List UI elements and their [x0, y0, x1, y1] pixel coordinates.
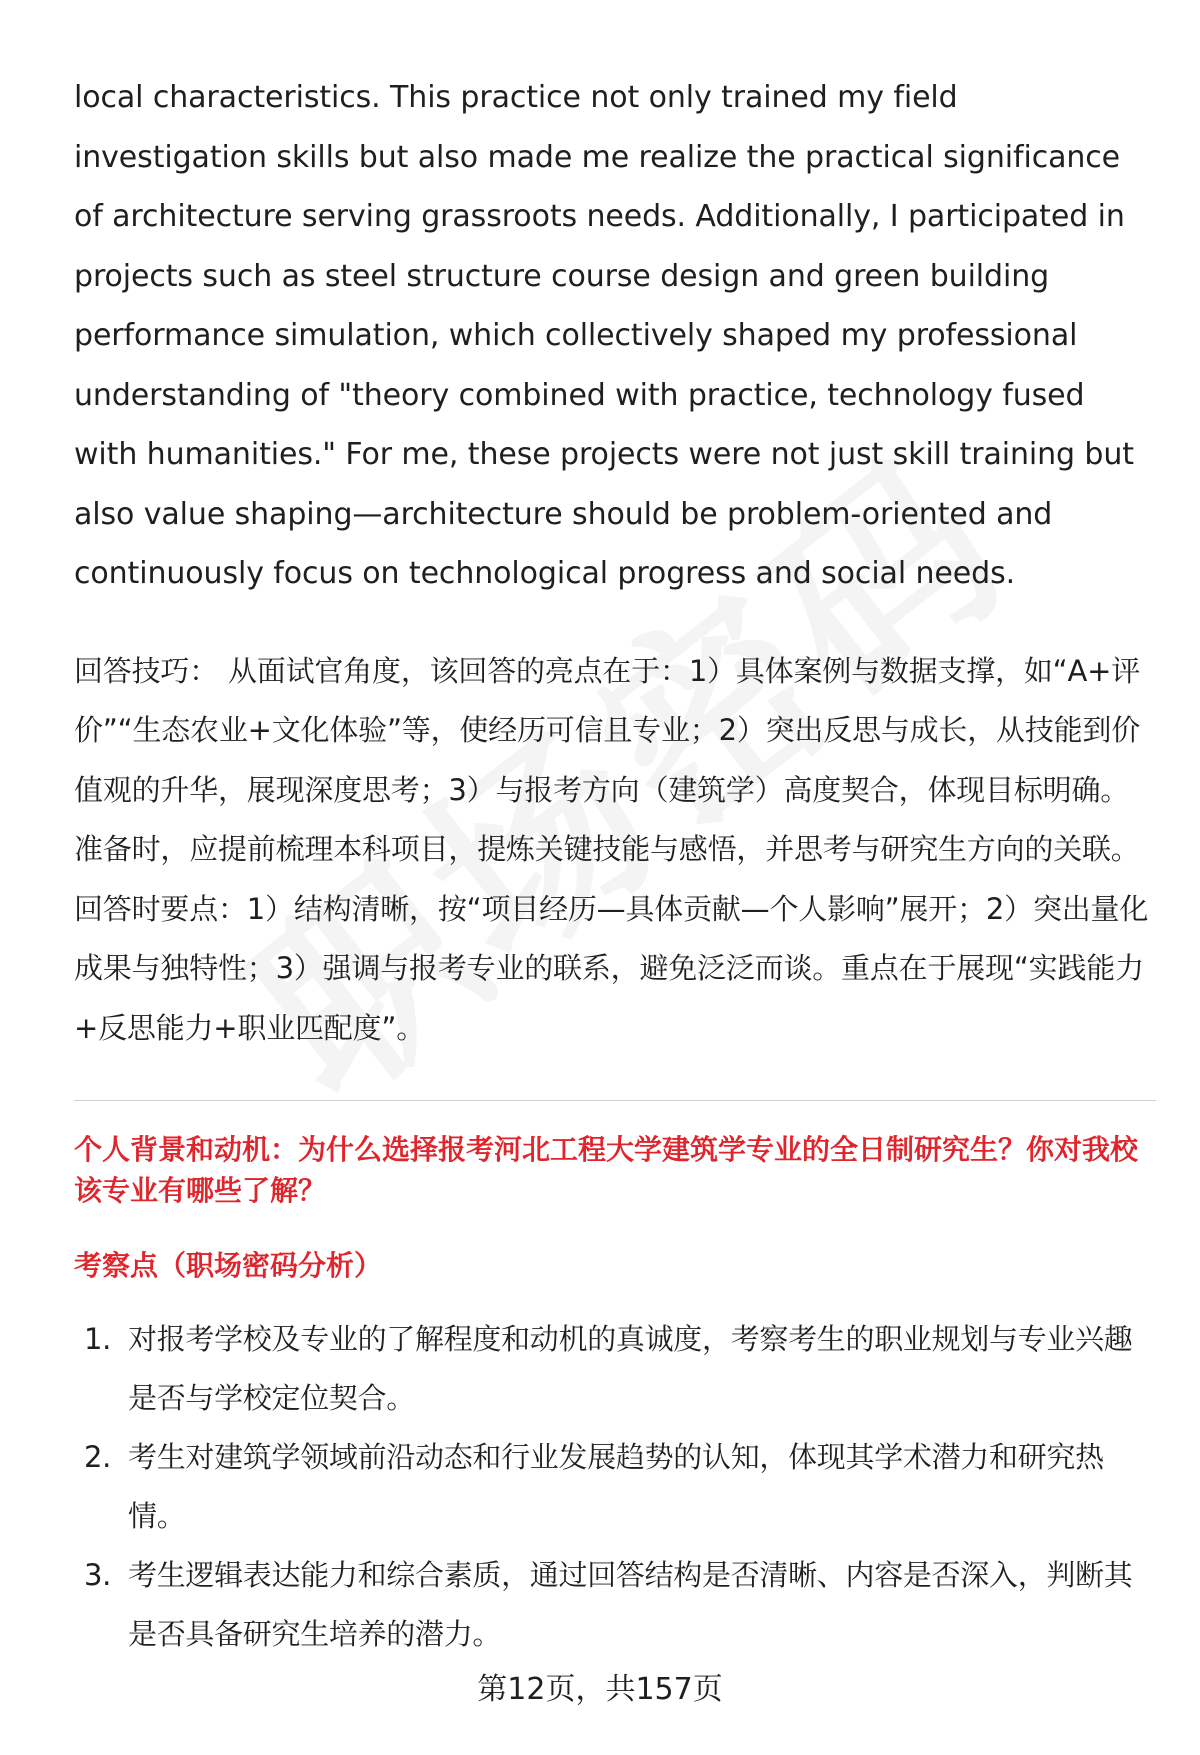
list-item-number: 1. — [84, 1322, 112, 1356]
section-divider — [74, 1100, 1156, 1101]
list-item-text: 考生对建筑学领域前沿动态和行业发展趋势的认知，体现其学术潜力和研究热情。 — [128, 1440, 1104, 1533]
list-item-text: 考生逻辑表达能力和综合素质，通过回答结构是否清晰、内容是否深入，判断其是否具备研究生培养的潜力。 — [128, 1558, 1133, 1651]
answer-paragraph: local characteristics. This practice not only trained my field investigation skills but also made me realize the practical significance of architecture serving grassroots needs. Additionally, I participated in projects such as steel structure course design and green building performance simulation, which collectively shaped my professional understanding of "theory combined with practice, technology fused with humanities." For me, these projects were not just skill training but also value shaping—architecture should be problem-oriented and continuously focus on technological progress and social needs. — [74, 80, 1134, 591]
tips-label: 回答技巧： — [74, 653, 219, 688]
question-heading: 个人背景和动机：为什么选择报考河北工程大学建筑学专业的全日制研究生？你对我校该专业有哪些了解？ — [74, 1133, 1139, 1207]
page-content — [74, 68, 1154, 1664]
tips-text: 从面试官角度，该回答的亮点在于：1）具体案例与数据支撑，如“A+评价”“生态农业+文化体验”等，使经历可信且专业；2）突出反思与成长，从技能到价值观的升华，展现深度思考；3）与报考方向（建筑学）高度契合，体现目标明确。准备时，应提前梳理本科项目，提炼关键技能与感悟，并思考与研究生方向的关联。回答时要点：1）结构清晰，按“项目经历—具体贡献—个人影响”展开；2）突出量化成果与独特性；3）强调与报考专业的联系，避免泛泛而谈。重点在于展现“实践能力+反思能力+职业匹配度”。 — [74, 653, 1149, 1045]
page-number: 第12页，共157页 — [477, 1672, 723, 1707]
list-item-text: 对报考学校及专业的了解程度和动机的真诚度，考察考生的职业规划与专业兴趣是否与学校定位契合。 — [128, 1322, 1133, 1415]
list-item — [74, 1310, 1154, 1428]
list-item — [74, 1428, 1154, 1546]
assessment-points-list — [74, 1310, 1154, 1664]
section-title: 考察点（职场密码分析） — [74, 1249, 383, 1282]
list-item-number: 2. — [84, 1440, 112, 1474]
list-item — [74, 1546, 1154, 1664]
list-item-number: 3. — [84, 1558, 112, 1592]
answer-tips — [74, 642, 1154, 1059]
